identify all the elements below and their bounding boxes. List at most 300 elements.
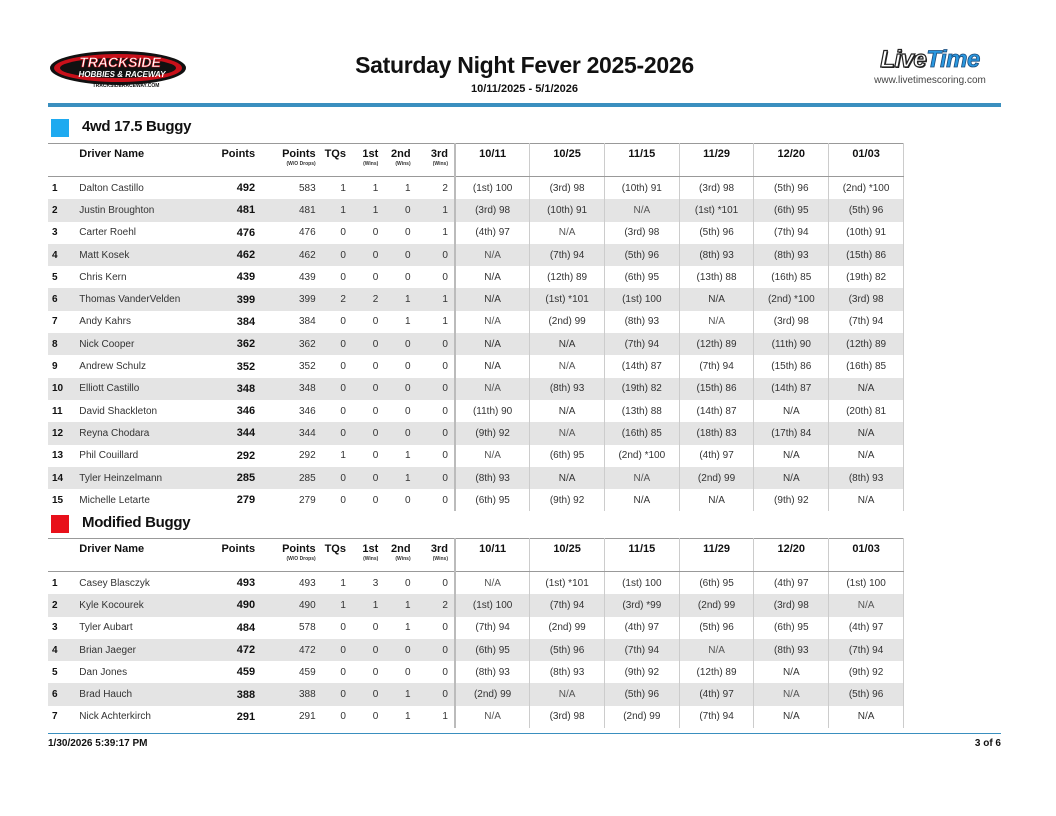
third-wins-cell: 0 [417, 244, 455, 266]
points-cell: 439 [236, 271, 256, 284]
driver-name-cell: Kyle Kocourek [79, 594, 210, 616]
driver-name-cell: Andy Kahrs [79, 316, 131, 328]
class-color-swatch [51, 515, 69, 533]
first-wins-cell: 0 [372, 271, 379, 283]
table-row [48, 378, 904, 400]
event-result-cell: (10th) 91 [530, 199, 605, 221]
svg-text:TRACKSIDERACEWAY.COM: TRACKSIDERACEWAY.COM [92, 83, 160, 89]
event-result-cell: (12th) 89 [679, 661, 754, 683]
table-row [48, 467, 904, 489]
driver-name-cell: Dan Jones [79, 666, 128, 678]
first-wins-cell: 2 [352, 288, 384, 310]
driver-name-cell: Tyler Heinzelmann [79, 467, 210, 489]
event-result-cell: (9th) 92 [754, 489, 829, 511]
second-wins-cell: 1 [384, 683, 416, 705]
event-result-cell: (14th) 87 [679, 400, 754, 422]
event-result-cell: N/A [679, 639, 754, 661]
season-date-range: 10/11/2025 - 5/1/2026 [470, 83, 579, 95]
event-result-cell: N/A [829, 445, 904, 467]
position-cell: 7 [52, 711, 58, 723]
livetime-url[interactable]: www.livetimescoring.com [874, 75, 986, 86]
second-wins-cell: 1 [384, 288, 416, 310]
third-wins-cell: 0 [417, 661, 455, 683]
event-result-cell: (3rd) 98 [679, 177, 754, 200]
second-wins-cell: 0 [384, 333, 416, 355]
col-event-date: 10/25 [530, 144, 605, 177]
event-result-cell: (5th) 96 [829, 683, 904, 705]
third-wins-cell: 1 [417, 706, 455, 728]
event-result-cell: (6th) 95 [455, 639, 530, 661]
points-wo-drops-cell: 476 [299, 227, 316, 239]
points-wo-drops-cell: 578 [299, 622, 316, 634]
second-wins-cell: 0 [384, 244, 416, 266]
event-result-cell: (7th) 94 [829, 639, 904, 661]
table-row [48, 244, 904, 266]
position-cell: 1 [52, 182, 58, 194]
event-result-cell: (3rd) 98 [604, 222, 679, 244]
event-result-cell: (5th) 96 [679, 222, 754, 244]
event-result-cell: (9th) 92 [455, 422, 530, 444]
first-wins-cell: 0 [352, 244, 384, 266]
driver-name-cell: Thomas VanderVelden [79, 288, 210, 310]
third-wins-cell: 2 [417, 594, 455, 616]
event-result-cell: (2nd) *100 [754, 288, 829, 310]
event-result-cell: (9th) 92 [530, 489, 605, 511]
standings-table [48, 538, 904, 728]
position-cell: 12 [48, 422, 79, 444]
position-cell: 2 [48, 594, 79, 616]
event-result-cell: N/A [754, 400, 829, 422]
driver-name-cell: Matt Kosek [79, 244, 210, 266]
footer-divider [48, 733, 1001, 734]
first-wins-cell: 0 [372, 711, 379, 723]
driver-name-cell: Carter Roehl [79, 227, 136, 239]
table-row [48, 639, 904, 661]
event-result-cell: N/A [455, 333, 530, 355]
second-wins-cell: 1 [405, 711, 411, 723]
second-wins-cell: 0 [405, 666, 411, 678]
table-row [48, 199, 904, 221]
event-result-cell: (2nd) 99 [530, 617, 605, 639]
print-timestamp: 1/30/2026 5:39:17 PM [48, 738, 148, 749]
event-result-cell: (15th) 86 [829, 244, 904, 266]
class-name: 4wd 17.5 Buggy [82, 118, 192, 135]
event-result-cell: (1st) *101 [679, 199, 754, 221]
points-cell: 476 [236, 226, 256, 239]
event-result-cell: (14th) 87 [604, 355, 679, 377]
points-wo-drops-cell: 362 [261, 333, 322, 355]
standings-table [48, 143, 904, 511]
first-wins-cell: 0 [352, 333, 384, 355]
tqs-cell: 0 [340, 405, 346, 417]
col-event-date: 11/29 [679, 539, 754, 572]
table-row [48, 706, 904, 728]
col-event-date: 11/15 [604, 539, 679, 572]
table-row [48, 311, 904, 333]
tqs-cell: 1 [322, 594, 352, 616]
tqs-cell: 1 [340, 577, 346, 589]
points-cell: 279 [236, 494, 256, 507]
col-event-date: 11/29 [679, 144, 754, 177]
points-cell: 362 [211, 333, 262, 355]
third-wins-cell: 1 [417, 311, 455, 333]
position-cell: 14 [48, 467, 79, 489]
driver-name-cell: Nick Cooper [79, 333, 210, 355]
second-wins-cell: 1 [405, 450, 411, 462]
tqs-cell: 2 [322, 288, 352, 310]
event-result-cell: (6th) 95 [679, 572, 754, 595]
event-result-cell: (2nd) 99 [679, 467, 754, 489]
position-cell: 6 [48, 288, 79, 310]
first-wins-cell: 0 [372, 405, 379, 417]
table-row [48, 683, 904, 705]
event-result-cell: (9th) 92 [829, 661, 904, 683]
points-wo-drops-cell: 472 [261, 639, 322, 661]
col-points: Points [211, 144, 262, 177]
event-result-cell: (6th) 95 [455, 489, 530, 511]
driver-name-cell: Chris Kern [79, 271, 127, 283]
col-event-date: 11/15 [604, 144, 679, 177]
event-result-cell: (8th) 93 [679, 244, 754, 266]
event-result-cell: (4th) 97 [604, 617, 679, 639]
event-result-cell: N/A [754, 706, 829, 728]
driver-name-cell: Casey Blasczyk [79, 577, 150, 589]
event-result-cell: (4th) 97 [455, 222, 530, 244]
position-cell: 7 [52, 316, 58, 328]
table-row [48, 400, 904, 422]
event-result-cell: (5th) 96 [754, 177, 829, 200]
points-wo-drops-cell: 344 [261, 422, 322, 444]
event-result-cell: N/A [829, 594, 904, 616]
livetime-logo [859, 48, 1001, 86]
col-1st-wins: 1st (Wins) [352, 144, 384, 177]
event-result-cell: (17th) 84 [754, 422, 829, 444]
event-result-cell: (5th) 96 [530, 639, 605, 661]
position-cell: 2 [48, 199, 79, 221]
event-result-cell: (6th) 95 [754, 199, 829, 221]
tqs-cell: 1 [340, 182, 346, 194]
second-wins-cell: 0 [384, 639, 416, 661]
second-wins-cell: 1 [405, 182, 411, 194]
page-title: Saturday Night Fever 2025-2026 [355, 52, 694, 78]
table-row [48, 333, 904, 355]
event-result-cell: N/A [455, 355, 530, 377]
second-wins-cell: 0 [405, 227, 411, 239]
position-cell: 10 [48, 378, 79, 400]
driver-name-cell: Tyler Aubart [79, 622, 133, 634]
col-event-date: 12/20 [754, 144, 829, 177]
event-result-cell: N/A [679, 489, 754, 511]
event-result-cell: (8th) 93 [455, 467, 530, 489]
tqs-cell: 0 [340, 316, 346, 328]
second-wins-cell: 0 [384, 378, 416, 400]
points-cell: 291 [236, 710, 256, 723]
points-cell: 481 [211, 199, 262, 221]
points-wo-drops-cell: 352 [299, 361, 316, 373]
table-row [48, 266, 904, 288]
table-header-row [48, 144, 904, 177]
points-cell: 348 [211, 378, 262, 400]
first-wins-cell: 0 [352, 639, 384, 661]
first-wins-cell: 0 [372, 494, 379, 506]
event-result-cell: N/A [455, 572, 530, 595]
event-result-cell: (7th) 94 [530, 594, 605, 616]
table-row [48, 661, 904, 683]
points-wo-drops-cell: 388 [261, 683, 322, 705]
second-wins-cell: 0 [384, 422, 416, 444]
points-wo-drops-cell: 285 [261, 467, 322, 489]
points-cell: 462 [211, 244, 262, 266]
event-result-cell: (6th) 95 [530, 445, 605, 467]
driver-name-cell: Brian Jaeger [79, 639, 210, 661]
col-2nd-wins: 2nd (Wins) [384, 539, 416, 572]
event-result-cell: (6th) 95 [604, 266, 679, 288]
points-cell: 292 [236, 449, 256, 462]
third-wins-cell: 0 [417, 445, 455, 467]
points-cell: 472 [211, 639, 262, 661]
event-result-cell: (3rd) 98 [754, 311, 829, 333]
event-result-cell: N/A [829, 422, 904, 444]
first-wins-cell: 0 [372, 666, 379, 678]
second-wins-cell: 0 [405, 271, 411, 283]
driver-name-cell: Michelle Letarte [79, 494, 150, 506]
position-cell: 4 [48, 639, 79, 661]
second-wins-cell: 1 [384, 467, 416, 489]
event-result-cell: N/A [530, 355, 605, 377]
event-result-cell: (1st) 100 [455, 594, 530, 616]
table-row [48, 489, 904, 511]
points-cell: 344 [211, 422, 262, 444]
points-cell: 399 [211, 288, 262, 310]
table-row [48, 572, 904, 595]
points-wo-drops-cell: 292 [299, 450, 316, 462]
second-wins-cell: 0 [405, 577, 411, 589]
col-points-wo-drops: Points (W/O Drops) [261, 144, 322, 177]
driver-name-cell: Andrew Schulz [79, 361, 146, 373]
event-result-cell: (4th) 97 [754, 572, 829, 595]
points-wo-drops-cell: 279 [299, 494, 316, 506]
class-color-swatch [51, 119, 69, 137]
position-cell: 1 [52, 577, 58, 589]
first-wins-cell: 3 [372, 577, 379, 589]
first-wins-cell: 1 [372, 182, 379, 194]
third-wins-cell: 1 [417, 199, 455, 221]
event-result-cell: (7th) 94 [754, 222, 829, 244]
third-wins-cell: 0 [417, 333, 455, 355]
points-wo-drops-cell: 493 [299, 577, 316, 589]
event-result-cell: N/A [530, 400, 605, 422]
livetime-logo-live: Live [880, 46, 927, 73]
points-cell: 484 [236, 621, 256, 634]
col-driver-name: Driver Name [79, 144, 210, 177]
position-cell: 5 [52, 271, 58, 283]
event-result-cell: (8th) 93 [530, 661, 605, 683]
table-header-row [48, 539, 904, 572]
tqs-cell: 0 [340, 666, 346, 678]
col-event-date: 10/25 [530, 539, 605, 572]
event-result-cell: N/A [455, 288, 530, 310]
event-result-cell: N/A [530, 467, 605, 489]
event-result-cell: (3rd) 98 [829, 288, 904, 310]
col-points: Points [211, 539, 262, 572]
event-result-cell: (7th) 94 [530, 244, 605, 266]
points-wo-drops-cell: 481 [261, 199, 322, 221]
col-driver-name: Driver Name [79, 539, 210, 572]
event-result-cell: (7th) 94 [679, 706, 754, 728]
event-result-cell: (8th) 93 [455, 661, 530, 683]
event-result-cell: (8th) 93 [754, 639, 829, 661]
event-result-cell: N/A [754, 445, 829, 467]
event-result-cell: N/A [455, 244, 530, 266]
tqs-cell: 0 [340, 622, 346, 634]
second-wins-cell: 1 [405, 316, 411, 328]
event-result-cell: N/A [604, 467, 679, 489]
driver-name-cell: David Shackleton [79, 405, 158, 417]
third-wins-cell: 0 [417, 422, 455, 444]
tqs-cell: 0 [322, 639, 352, 661]
col-tqs: TQs [322, 144, 352, 177]
event-result-cell: (9th) 92 [604, 661, 679, 683]
event-result-cell: N/A [530, 222, 605, 244]
col-event-date: 10/11 [455, 539, 530, 572]
points-cell: 346 [236, 405, 256, 418]
tqs-cell: 0 [340, 361, 346, 373]
event-result-cell: (8th) 93 [530, 378, 605, 400]
first-wins-cell: 0 [352, 378, 384, 400]
first-wins-cell: 1 [352, 199, 384, 221]
points-wo-drops-cell: 399 [261, 288, 322, 310]
svg-text:TRACKSIDE: TRACKSIDE [79, 54, 161, 70]
first-wins-cell: 0 [352, 467, 384, 489]
class-name: Modified Buggy [82, 514, 191, 531]
event-result-cell: N/A [455, 445, 530, 467]
svg-text:HOBBIES & RACEWAY: HOBBIES & RACEWAY [78, 70, 166, 79]
third-wins-cell: 0 [417, 266, 455, 288]
header-divider [48, 103, 1001, 107]
third-wins-cell: 0 [417, 378, 455, 400]
driver-name-cell: Dalton Castillo [79, 182, 144, 194]
first-wins-cell: 1 [352, 594, 384, 616]
tqs-cell: 0 [322, 333, 352, 355]
event-result-cell: (20th) 81 [829, 400, 904, 422]
position-cell: 3 [52, 227, 58, 239]
position-cell: 11 [52, 405, 63, 417]
col-3rd-wins: 3rd (Wins) [417, 144, 455, 177]
event-result-cell: (5th) 96 [829, 199, 904, 221]
event-result-cell: (19th) 82 [829, 266, 904, 288]
second-wins-cell: 0 [405, 494, 411, 506]
points-wo-drops-cell: 490 [261, 594, 322, 616]
points-cell: 388 [211, 683, 262, 705]
points-cell: 459 [236, 666, 256, 679]
event-result-cell: (10th) 91 [829, 222, 904, 244]
event-result-cell: (3rd) 98 [530, 177, 605, 200]
event-result-cell: (2nd) *100 [604, 445, 679, 467]
event-result-cell: (3rd) 98 [455, 199, 530, 221]
table-row [48, 288, 904, 310]
event-result-cell: (5th) 96 [604, 683, 679, 705]
tqs-cell: 0 [322, 683, 352, 705]
position-cell: 5 [52, 666, 58, 678]
event-result-cell: (1st) 100 [604, 288, 679, 310]
event-result-cell: N/A [829, 378, 904, 400]
position-cell: 4 [48, 244, 79, 266]
points-cell: 352 [236, 360, 256, 373]
first-wins-cell: 0 [352, 422, 384, 444]
third-wins-cell: 0 [417, 639, 455, 661]
tqs-cell: 0 [322, 378, 352, 400]
table-row [48, 222, 904, 244]
driver-name-cell: Reyna Chodara [79, 422, 210, 444]
points-wo-drops-cell: 459 [299, 666, 316, 678]
third-wins-cell: 1 [417, 222, 455, 244]
event-result-cell: (8th) 93 [829, 467, 904, 489]
event-result-cell: (2nd) 99 [530, 311, 605, 333]
event-result-cell: (5th) 96 [604, 244, 679, 266]
event-result-cell: (15th) 86 [754, 355, 829, 377]
third-wins-cell: 0 [417, 617, 455, 639]
event-result-cell: N/A [754, 683, 829, 705]
event-result-cell: N/A [530, 333, 605, 355]
points-cell: 285 [211, 467, 262, 489]
event-result-cell: (3rd) 98 [530, 706, 605, 728]
position-cell: 15 [52, 494, 64, 506]
event-result-cell: (1st) 100 [604, 572, 679, 595]
event-result-cell: (2nd) 99 [604, 706, 679, 728]
first-wins-cell: 0 [372, 361, 379, 373]
third-wins-cell: 0 [417, 400, 455, 422]
first-wins-cell: 0 [372, 622, 379, 634]
event-result-cell: (12th) 89 [829, 333, 904, 355]
event-result-cell: (19th) 82 [604, 378, 679, 400]
event-result-cell: (1st) *101 [530, 572, 605, 595]
col-3rd-wins: 3rd (Wins) [417, 539, 455, 572]
event-result-cell: (7th) 94 [604, 639, 679, 661]
col-position [48, 144, 79, 177]
driver-name-cell: Justin Broughton [79, 199, 210, 221]
event-result-cell: (10th) 91 [604, 177, 679, 200]
table-row [48, 422, 904, 444]
points-wo-drops-cell: 348 [261, 378, 322, 400]
driver-name-cell: Elliott Castillo [79, 378, 210, 400]
event-result-cell: (4th) 97 [679, 445, 754, 467]
event-result-cell: N/A [604, 199, 679, 221]
tqs-cell: 0 [322, 422, 352, 444]
event-result-cell: (7th) 94 [829, 311, 904, 333]
event-result-cell: N/A [455, 706, 530, 728]
event-result-cell: N/A [455, 266, 530, 288]
position-cell: 6 [48, 683, 79, 705]
points-cell: 493 [236, 577, 256, 590]
points-wo-drops-cell: 462 [261, 244, 322, 266]
col-event-date: 12/20 [754, 539, 829, 572]
first-wins-cell: 0 [372, 450, 379, 462]
page-header [48, 40, 1001, 104]
tqs-cell: 0 [340, 271, 346, 283]
col-position [48, 539, 79, 572]
table-row [48, 594, 904, 616]
event-result-cell: N/A [679, 311, 754, 333]
event-result-cell: (16th) 85 [754, 266, 829, 288]
event-result-cell: (5th) 96 [679, 617, 754, 639]
driver-name-cell: Phil Couillard [79, 450, 139, 462]
col-event-date: 01/03 [829, 539, 904, 572]
col-2nd-wins: 2nd (Wins) [384, 144, 416, 177]
second-wins-cell: 1 [384, 594, 416, 616]
third-wins-cell: 2 [417, 177, 455, 200]
position-cell: 13 [52, 450, 64, 462]
third-wins-cell: 0 [417, 572, 455, 595]
